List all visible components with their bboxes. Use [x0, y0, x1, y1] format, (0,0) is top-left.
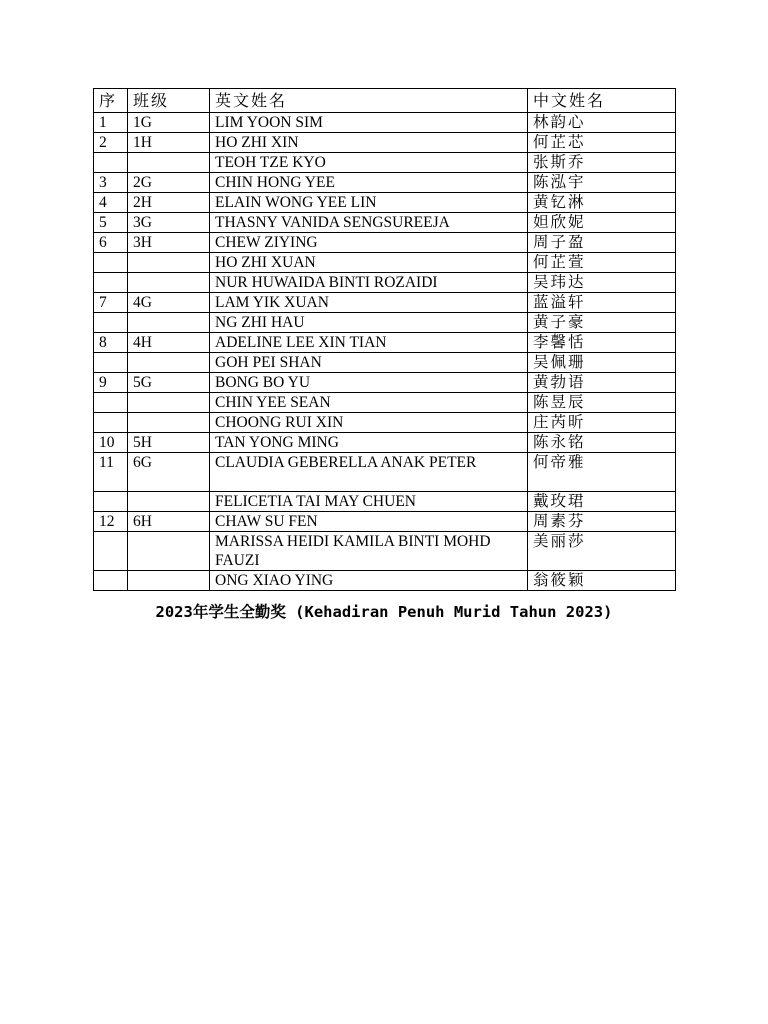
row-english-name-cell: ELAIN WONG YEE LIN [210, 193, 528, 213]
row-number-cell [94, 532, 128, 571]
row-number-cell: 10 [94, 433, 128, 453]
row-chinese-name-cell: 陈昱辰 [528, 393, 676, 413]
row-chinese-name-cell: 周素芬 [528, 512, 676, 532]
attendance-table [93, 88, 676, 591]
row-english-name-cell: LAM YIK XUAN [210, 293, 528, 313]
table-row [94, 153, 676, 173]
row-class-cell [128, 313, 210, 333]
row-chinese-name-cell: 何芷芯 [528, 133, 676, 153]
row-chinese-name-cell: 黄钇淋 [528, 193, 676, 213]
table-row [94, 293, 676, 313]
row-class-cell [128, 253, 210, 273]
row-english-name-cell: CHOONG RUI XIN [210, 413, 528, 433]
row-english-name-cell: GOH PEI SHAN [210, 353, 528, 373]
table-body [94, 113, 676, 591]
row-class-cell [128, 571, 210, 591]
row-number-cell: 4 [94, 193, 128, 213]
row-class-cell: 1H [128, 133, 210, 153]
row-chinese-name-cell: 周子盈 [528, 233, 676, 253]
row-english-name-cell: CHAW SU FEN [210, 512, 528, 532]
table-row [94, 133, 676, 153]
row-english-name-cell: FELICETIA TAI MAY CHUEN [210, 492, 528, 512]
table-row [94, 333, 676, 353]
table-row [94, 373, 676, 393]
row-number-cell: 12 [94, 512, 128, 532]
table-row [94, 433, 676, 453]
row-class-cell: 4H [128, 333, 210, 353]
row-chinese-name-cell: 张斯乔 [528, 153, 676, 173]
row-chinese-name-cell: 何芷萱 [528, 253, 676, 273]
header-number: 序 [94, 89, 128, 113]
row-class-cell: 2G [128, 173, 210, 193]
row-chinese-name-cell: 陈永铭 [528, 433, 676, 453]
row-number-cell: 7 [94, 293, 128, 313]
row-english-name-cell: TEOH TZE KYO [210, 153, 528, 173]
row-class-cell [128, 413, 210, 433]
row-chinese-name-cell: 李馨恬 [528, 333, 676, 353]
row-class-cell: 1G [128, 113, 210, 133]
row-number-cell [94, 393, 128, 413]
row-class-cell: 6H [128, 512, 210, 532]
row-english-name-cell: CHIN YEE SEAN [210, 393, 528, 413]
row-chinese-name-cell: 黄勃语 [528, 373, 676, 393]
row-number-cell: 5 [94, 213, 128, 233]
row-english-name-cell: ADELINE LEE XIN TIAN [210, 333, 528, 353]
row-english-name-cell: NG ZHI HAU [210, 313, 528, 333]
header-class: 班级 [128, 89, 210, 113]
row-number-cell [94, 313, 128, 333]
row-english-name-cell: CHEW ZIYING [210, 233, 528, 253]
row-number-cell: 11 [94, 453, 128, 492]
row-chinese-name-cell: 妲欣妮 [528, 213, 676, 233]
row-class-cell: 5H [128, 433, 210, 453]
table-row [94, 512, 676, 532]
table-row [94, 353, 676, 373]
row-chinese-name-cell: 黄子豪 [528, 313, 676, 333]
row-chinese-name-cell: 美丽莎 [528, 532, 676, 571]
table-row [94, 492, 676, 512]
row-chinese-name-cell: 陈泓宇 [528, 173, 676, 193]
row-number-cell: 8 [94, 333, 128, 353]
row-chinese-name-cell: 蓝溢轩 [528, 293, 676, 313]
row-english-name-cell: BONG BO YU [210, 373, 528, 393]
row-english-name-cell: ONG XIAO YING [210, 571, 528, 591]
row-number-cell [94, 273, 128, 293]
row-english-name-cell: TAN YONG MING [210, 433, 528, 453]
row-english-name-cell: NUR HUWAIDA BINTI ROZAIDI [210, 273, 528, 293]
row-chinese-name-cell: 戴玫珺 [528, 492, 676, 512]
row-chinese-name-cell: 吴玮达 [528, 273, 676, 293]
row-number-cell [94, 492, 128, 512]
row-english-name-cell: LIM YOON SIM [210, 113, 528, 133]
table-row [94, 213, 676, 233]
table-row [94, 173, 676, 193]
row-chinese-name-cell: 林韵心 [528, 113, 676, 133]
row-class-cell [128, 532, 210, 571]
table-row [94, 413, 676, 433]
row-number-cell: 2 [94, 133, 128, 153]
table-row [94, 313, 676, 333]
table-row [94, 273, 676, 293]
row-class-cell: 3G [128, 213, 210, 233]
row-chinese-name-cell: 吴佩珊 [528, 353, 676, 373]
row-class-cell: 2H [128, 193, 210, 213]
row-class-cell [128, 492, 210, 512]
row-number-cell [94, 571, 128, 591]
row-class-cell: 5G [128, 373, 210, 393]
table-row [94, 532, 676, 571]
row-english-name-cell: THASNY VANIDA SENGSUREEJA [210, 213, 528, 233]
row-class-cell: 4G [128, 293, 210, 313]
table-row [94, 193, 676, 213]
row-english-name-cell: CLAUDIA GEBERELLA ANAK PETER [210, 453, 528, 492]
header-english-name: 英文姓名 [210, 89, 528, 113]
row-class-cell: 6G [128, 453, 210, 492]
table-row [94, 393, 676, 413]
row-chinese-name-cell: 庄芮昕 [528, 413, 676, 433]
row-class-cell [128, 153, 210, 173]
row-number-cell [94, 253, 128, 273]
table-row [94, 233, 676, 253]
page-caption: 2023年学生全勤奖 (Kehadiran Penuh Murid Tahun 2023) [155, 603, 613, 621]
table-row [94, 571, 676, 591]
row-english-name-cell: CHIN HONG YEE [210, 173, 528, 193]
row-number-cell: 9 [94, 373, 128, 393]
row-number-cell [94, 353, 128, 373]
row-chinese-name-cell: 何帝雅 [528, 453, 676, 492]
row-class-cell: 3H [128, 233, 210, 253]
row-number-cell [94, 153, 128, 173]
row-english-name-cell: HO ZHI XIN [210, 133, 528, 153]
row-class-cell [128, 273, 210, 293]
row-number-cell: 6 [94, 233, 128, 253]
table-row [94, 453, 676, 492]
row-chinese-name-cell: 翁筱颖 [528, 571, 676, 591]
header-chinese-name: 中文姓名 [528, 89, 676, 113]
row-class-cell [128, 353, 210, 373]
row-number-cell [94, 413, 128, 433]
row-number-cell: 1 [94, 113, 128, 133]
table-header-row [94, 89, 676, 113]
row-english-name-cell: MARISSA HEIDI KAMILA BINTI MOHD FAUZI [210, 532, 528, 571]
row-number-cell: 3 [94, 173, 128, 193]
table-row [94, 113, 676, 133]
row-english-name-cell: HO ZHI XUAN [210, 253, 528, 273]
table-row [94, 253, 676, 273]
row-class-cell [128, 393, 210, 413]
